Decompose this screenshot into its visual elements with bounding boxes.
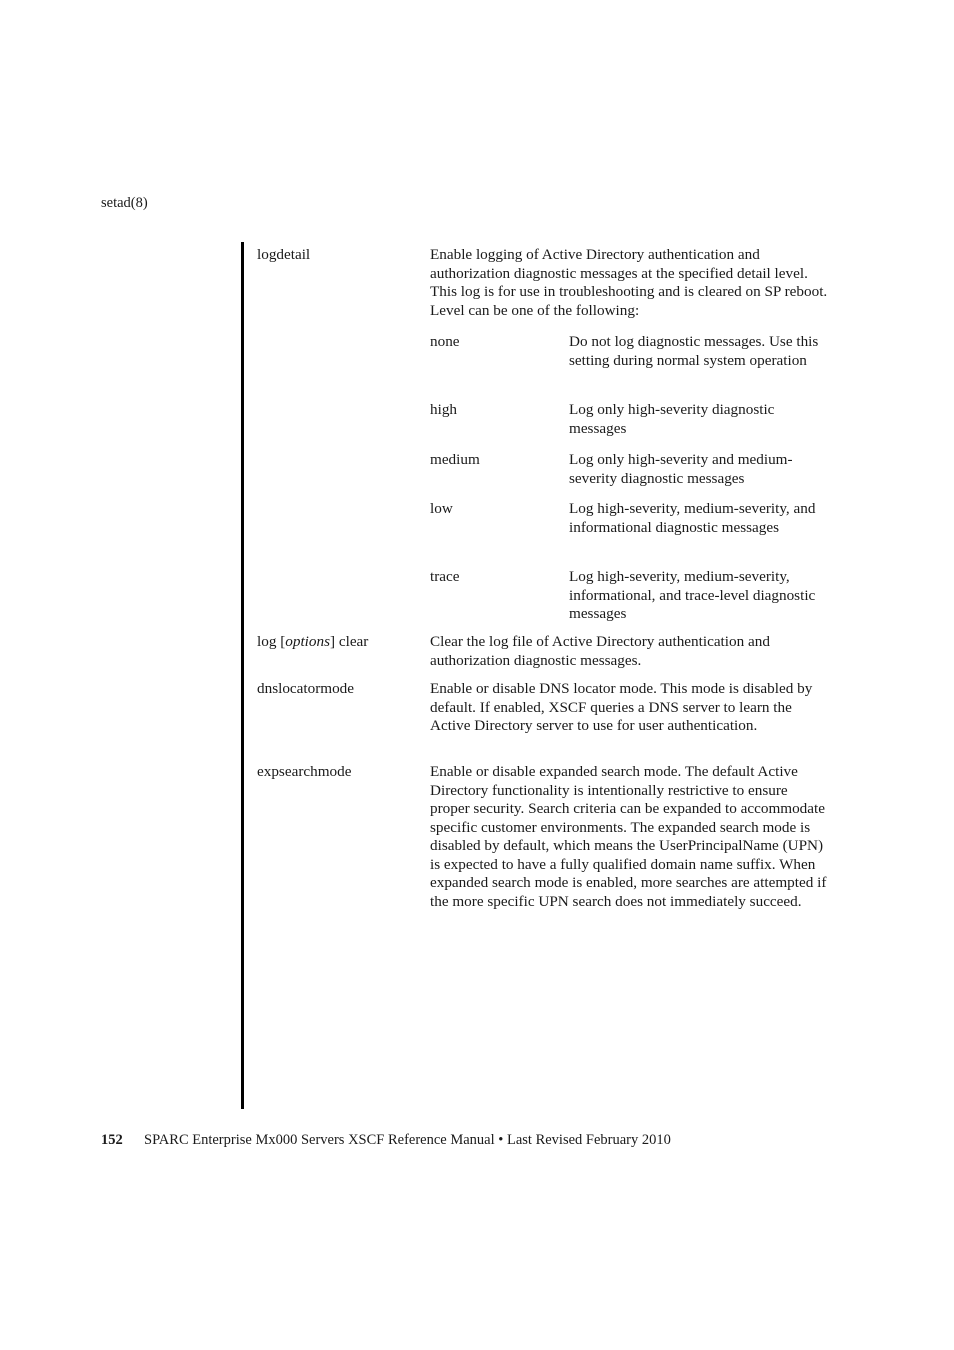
term-prefix: log [ xyxy=(257,633,286,650)
level-description: Log high-severity, medium-severity, informational, and trace-level diagnostic messages xyxy=(569,568,816,622)
option-description: Enable or disable DNS locator mode. This mode is disabled by default. If enabled, XSCF queries a DNS server to learn the Active Directory server to use for user authentication. xyxy=(430,680,813,734)
footer-text: SPARC Enterprise Mx000 Servers XSCF Reference Manual • Last Revised February 2010 xyxy=(144,1132,671,1148)
option-description: Clear the log file of Active Directory authentication and authorization diagnostic messages. xyxy=(430,633,770,669)
page-number: 152 xyxy=(101,1132,123,1148)
option-term: logdetail xyxy=(257,246,311,263)
level-name: trace xyxy=(430,568,460,585)
running-head: setad(8) xyxy=(101,195,148,211)
option-term: expsearchmode xyxy=(257,763,352,780)
level-name: medium xyxy=(430,451,480,468)
option-description: Enable or disable expanded search mode. The default Active Directory functionality is intentionally restrictive to ensure proper security. Search criteria can be expanded to accommodate specific customer environments. The expanded search mode is disabled by default, which means the UserPrincipalName (UPN) is expected to have a fully qualified domain name suffix. When expanded search mode is enabled, more searches are attempted if the more specific UPN search does not immediately succeed. xyxy=(430,763,827,910)
term-suffix: ] clear xyxy=(330,633,369,650)
level-name: none xyxy=(430,333,460,350)
level-description: Log only high-severity diagnostic messages xyxy=(569,401,775,437)
option-description: Enable logging of Active Directory authentication and authorization diagnostic messages at the specified detail level. This log is for use in troubleshooting and is cleared on SP reboot. Level can be one of the following: xyxy=(430,246,828,319)
level-name: low xyxy=(430,500,453,517)
level-description: Log only high-severity and medium-severity diagnostic messages xyxy=(569,451,793,487)
option-term xyxy=(257,633,427,652)
level-name: high xyxy=(430,401,458,418)
term-option: options xyxy=(285,633,330,650)
change-bar xyxy=(241,242,244,1109)
option-term: dnslocatormode xyxy=(257,680,355,697)
page-footer xyxy=(101,1131,671,1150)
level-description: Do not log diagnostic messages. Use this setting during normal system operation xyxy=(569,333,819,369)
level-description: Log high-severity, medium-severity, and informational diagnostic messages xyxy=(569,500,816,536)
